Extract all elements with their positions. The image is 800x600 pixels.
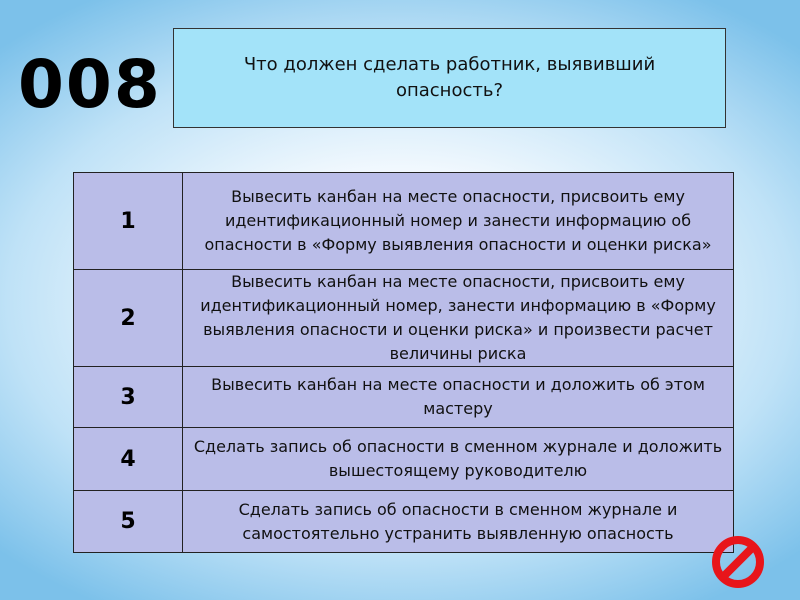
answer-text: Сделать запись об опасности в сменном журнале и самостоятельно устранить выявленную опасность xyxy=(183,491,734,553)
answer-row[interactable] xyxy=(74,173,734,270)
answer-text: Вывесить канбан на месте опасности, присвоить ему идентификационный номер, занести информацию в «Форму выявления опасности и оценки риска» и произвести расчет величины риска xyxy=(183,270,734,367)
question-text: Что должен сделать работник, выявивший опасность? xyxy=(243,54,656,101)
prohibited-icon[interactable] xyxy=(710,534,766,590)
answer-number: 4 xyxy=(74,428,183,491)
question-box xyxy=(173,28,726,128)
answer-number: 2 xyxy=(74,270,183,367)
answer-text: Вывесить канбан на месте опасности, присвоить ему идентификационный номер и занести информацию об опасности в «Форму выявления опасности и оценки риска» xyxy=(183,173,734,270)
answer-row[interactable] xyxy=(74,491,734,553)
answers-table xyxy=(73,172,734,553)
answer-row[interactable] xyxy=(74,270,734,367)
answer-text: Вывесить канбан на месте опасности и доложить об этом мастеру xyxy=(183,367,734,428)
answer-number: 1 xyxy=(74,173,183,270)
answer-number: 3 xyxy=(74,367,183,428)
answer-row[interactable] xyxy=(74,367,734,428)
slide-number: 008 xyxy=(18,46,162,123)
answer-text: Сделать запись об опасности в сменном журнале и доложить вышестоящему руководителю xyxy=(183,428,734,491)
answer-row[interactable] xyxy=(74,428,734,491)
answer-number: 5 xyxy=(74,491,183,553)
